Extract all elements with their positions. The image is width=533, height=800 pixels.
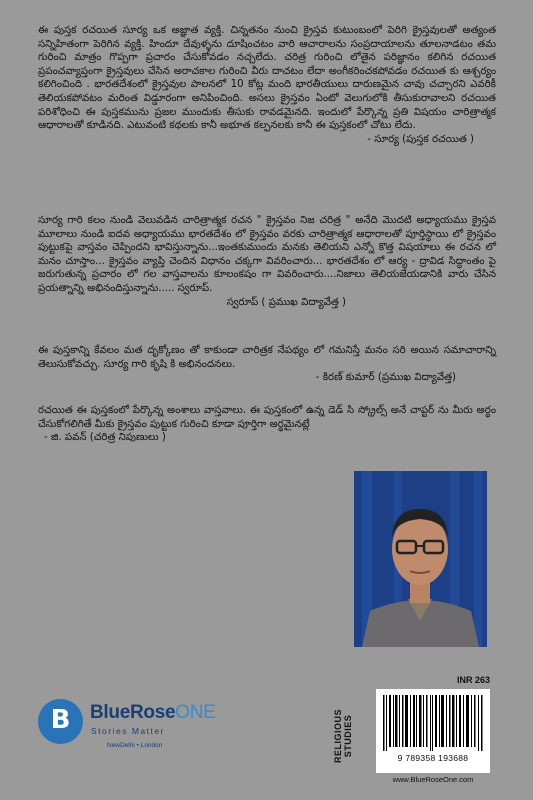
barcode-area [376, 675, 490, 790]
review-swaroop [38, 214, 496, 309]
signature-author: - సూర్య (పుస్తక రచయిత ) [367, 133, 474, 145]
publisher-tagline: Stories Matter [91, 726, 165, 736]
publisher-logo [38, 681, 238, 751]
review-kiran [38, 344, 496, 385]
paragraph-review-pavan: రచయిత ఈ పుస్తకంలో పేర్కొన్న అంశాలు వాస్తవాలు. ఈ పుస్తకంలో ఉన్న డెడ్ సి స్క్రోల్స్ అనే చాప్టర్ ను మీరు అర్థం చేసుకోగలిగితే మీకు క్రైస్తవం పుట్టుక గురించి కూడా పూర్తిగా అర్థమైనట్లే [38, 405, 496, 430]
publisher-website: www.BlueRoseOne.com [392, 775, 474, 784]
author-portrait-image [354, 471, 487, 647]
author-description [38, 24, 496, 146]
publisher-cities: NewDelhi • London [107, 742, 163, 749]
category-label: RELIGIOUS STUDIES [333, 709, 353, 764]
publisher-logo-icon: B [38, 699, 83, 744]
signature-kiran: - కిరణ్ కుమార్ (ప్రముఖ విద్యావేత్త) [315, 372, 456, 384]
review-pavan [38, 404, 496, 445]
signature-pavan: - జి. పవన్ (చరిత్ర నిపుణులు ) [44, 432, 166, 444]
paragraph-author-intro: ఈ పుస్తక రచయిత సూర్య ఒక అజ్ఞాత వ్యక్తి. చిన్నతనం నుంచి క్రైస్తవ కుటుంబంలో పెరిగి క్రైస్తవులతో అత్యంత సన్నిహితంగా పెరిగిన వ్యక్తి. హిందూ దేవుళ్ళను దూషించటం వారి ఆచారాలను సంప్రదాయాలను తూలనాడటం తమ గురించి మాత్రం గొప్పగా ప్రచారం చేసుకోవడం నచ్చలేదు. చరిత్ర గురించి లోతైన పరిజ్ఞానం కలిగిన రచయిత ప్రపంచవ్యాప్తంగా క్రైస్తవులు చేసిన అరాచకాల గురించి వీరు దాచటం లేదా అంగీకరించకపోవడం రచయిత కు ఆశ్చర్యం కలిగించింది . భారతదేశంలో క్రైస్తవుల పాలనలో 10 కోట్ల మంది భారతీయులు దారుణమైన చావు చచ్చారని ఎవరికీ తెలియకపోవటం మరింత విడ్డూరంగా అనిపించింది. అసలు క్రైస్తవం ఏంటో వెలుగులోకి తీసుకురావాలని రచయిత పరిశోధించి ఈ పుస్తకమును ప్రజల ముందుకు తీసుకు రావడమైనది. ఇందులో పేర్కొన్న ప్రతి విషయం చారిత్రాత్మక ఆధారాలతో కూడినది. ఎటువంటి కథలకు కానీ అభూత కల్పనలకు కానీ ఈ పుస్తకంలో చోటు లేదు. [38, 25, 496, 132]
price-label: INR 263 [456, 675, 490, 685]
signature-swaroop: స్వరూప్ ( ప్రముఖ విద్యావేత్త ) [226, 296, 346, 308]
isbn-number: 9 789358 193688 [397, 753, 469, 763]
publisher-name: BlueRoseONE [90, 702, 216, 723]
barcode [376, 689, 490, 773]
paragraph-review-swaroop: సూర్య గారి కలం నుండి వెలువడిన చారిత్రాత్మక రచన " క్రైస్తవం నిజ చరిత్ర " అనేది మొదటి అధ్యాయము క్రైస్తవ మూలాలు నుండి ఐదవ అధ్యాయము భారతదేశం లో క్రైస్తవం వరకు చారిత్రాత్మక ఆధారాలతో పూర్తిస్థాయి లో క్రైస్తవం పుట్టుకపై వాస్తవం చెప్పిందని భావిస్తున్నాను...ఇంతకుముందు మనకు తెలియని ఎన్నో కొత్త విషయాలు ఈ రచన లో మనం చూస్తాం... క్రైస్తవం వ్యాప్తి చెందిన విధానం చక్కగా వివరించారు... భారతదేశం లో ఆర్య - ద్రావిడ సిద్ధాంతం పై జరుగుతున్న ప్రచారం లో గల వాస్తవాలను కూలంకషం గా వివరించారు....నిజాలు తెలియజేయడానికి వారు చేసిన ప్రయత్నాన్ని అభినందిస్తున్నాను..... స్వరూప్. [38, 215, 496, 294]
author-photo [354, 471, 487, 647]
barcode-icon [381, 695, 485, 751]
paragraph-review-kiran: ఈ పుస్తకాన్ని కేవలం మత దృక్కోణం తో కాకుండా చారిత్రక నేపథ్యం లో గమనిస్తే మనం సరి అయిన సమాచారాన్ని తెలుసుకోవచ్చు. సూర్య గారి కృషి కి అభినందనలు. [38, 345, 496, 370]
